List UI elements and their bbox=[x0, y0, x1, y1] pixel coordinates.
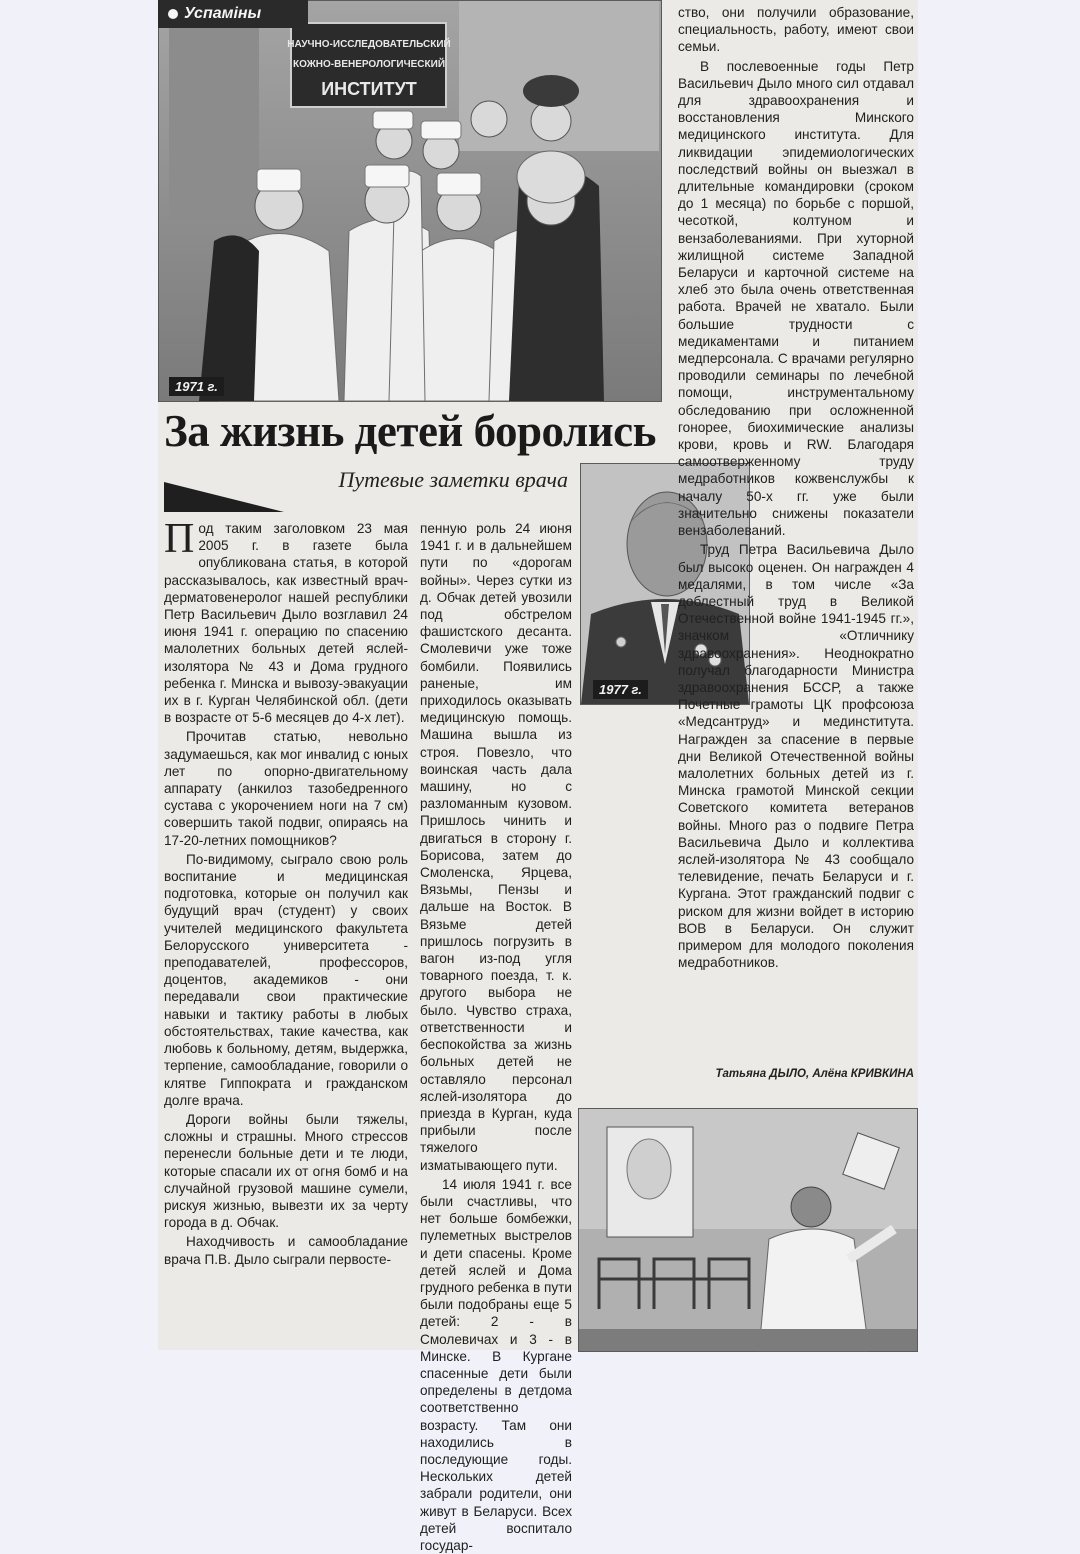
subheadline: Путевые заметки врача bbox=[338, 467, 568, 492]
photo-1971-illustration bbox=[159, 1, 661, 401]
col3-paragraph-1: ство, они получили образование, специальность, работу, имеют свои семьи. bbox=[678, 5, 914, 55]
col1-paragraph-3: По-видимому, сыграло свою роль воспитание и медицинская подготовка, которые он получил как будущий врач (студент) у своих учителей медицинского факультета Белорусского университета - преподавателей, профессоров, доцентов, академиков - они передавали свои практические навыки и тактику работы в любых обстоятельствах, такие качества, как любовь к больному, детям, выдержка, терпение, самообладание, говорили о клятве Гиппократа и гражданском долге врача. bbox=[164, 851, 408, 1108]
col2-paragraph-1: пенную роль 24 июня 1941 г. и в дальнейшем пути по «дорогам войны». Через сутки из д. Обчак детей увозили под обстрелом фашистского десанта. Смолевичи уже тоже бомбили. Появились раненые, им приходилось оказывать медицинскую помощь. Машина вышла из строя. Повезло, что воинская часть дала машину, но с разломанным кузовом. Пришлось чинить и двигаться в сторону г. Борисова, затем до Смоленска, Ярцева, Вязьмы, Пензы и дальше на Восток. В Вязьме детей пришлось погрузить в вагон из-под угля товарного поезда, т. к. другого выбора не было. Чувство страха, ответственности и беспокойства за жизнь больных детей не оставляло персонал яслей-изолятора до приезда в Курган, куда прибыли после тяжелого изматывающего пути. bbox=[420, 521, 572, 1173]
photo-1971 bbox=[158, 0, 662, 402]
col1-paragraph-1-text: од таким заголовком 23 мая 2005 г. в газете была опубликована статья, в которой рассказывалось, как известный врач-дерматовенеролог нашей республики Петр Васильевич Дыло возглавил 24 июня 1941 г. операцию по спасению малолетних больных детей яслей-изолятора № 43 и Дома грудного ребенка г. Минска и вывозу-эвакуации их в г. Курган Челябинской обл. (дети в возрасте от 5-6 месяцев до 4-х лет). bbox=[164, 521, 408, 726]
photo-lecture-illustration bbox=[579, 1109, 917, 1351]
sign-line-2: КОЖНО-ВЕНЕРОЛОГИЧЕСКИЙ bbox=[292, 59, 446, 70]
photo-1971-caption: 1971 г. bbox=[169, 377, 224, 396]
photo-1977-caption: 1977 г. bbox=[593, 680, 648, 699]
col1-paragraph-4: Дороги войны были тяжелы, сложны и страшны. Много стрессов перенесли больные дети и те люди, которые спасали их от огня бомб и на случайной грузовой машине сумели, рискуя жизнью, вывезти их за черту города в д. Обчак. bbox=[164, 1111, 408, 1231]
col3-paragraph-2: В послевоенные годы Петр Васильевич Дыло много сил отдавал для здравоохранения и восстановления Минского медицинского института. Для ликвидации эпидемиологических последствий войны он выезжал в длительные командировки (сроком до 1 месяца) по борьбе с поршой, чесоткой, колтуном и вензаболеваниями. При хуторной жилищной системе Западной Беларуси и карточной системе на хлеб это была очень ответственная работа. Врачей не хватало. Были большие трудности с медикаментами и питанием медперсонала. С врачами регулярно проводили семинары по лечебной помощи, инструментальному обследованию при осложненной гонорее, биохимические анализы крови, кровь и RW. Благодаря самоотверженному труду медработников кожвенслужбы к началу 50-х гг. уже были значительно снижены показатели вензаболеваний. bbox=[678, 58, 914, 539]
bullet-icon bbox=[168, 9, 178, 19]
byline: Татьяна ДЫЛО, Алёна КРИВКИНА bbox=[715, 1068, 914, 1080]
photo-lecture bbox=[578, 1108, 918, 1352]
drop-cap: П bbox=[164, 516, 195, 562]
sign-line-1: НАУЧНО-ИССЛЕДОВАТЕЛЬСКИЙ bbox=[287, 39, 451, 50]
col2-paragraph-2: 14 июля 1941 г. все были счастливы, что нет больше бомбежки, пулеметных выстрелов и дети спасены. Кроме детей яслей и Дома грудного ребенка в пути были подобраны еще 5 детей: 2 - в Смолевичах и 3 - в Минске. В Кургане спасенные дети были определены в детдома соответственно возрасту. Там они находились в последующие годы. Нескольких детей забрали родители, они живут в Беларуси. Всех детей воспитало государ- bbox=[420, 1176, 572, 1553]
headline: За жизнь детей боролись bbox=[164, 406, 656, 456]
article-column-3 bbox=[678, 4, 914, 971]
article-column-1 bbox=[164, 516, 408, 1268]
col1-paragraph-5: Находчивость и самообладание врача П.В. Дыло сыграли первосте- bbox=[164, 1234, 408, 1267]
sign-line-3: ИНСТИТУТ bbox=[321, 79, 417, 99]
newspaper-clipping bbox=[158, 0, 918, 1553]
col3-paragraph-3: Труд Петра Васильевича Дыло был высоко оценен. Он награжден 4 медалями, в том числе «За доблестный труд в Великой Отечественной войне 1941-1945 гг.», значком «Отличнику здравоохранения». Неоднократно получал благодарности Министра здравоохранения БССР, а также Почетные грамоты ЦК профсоюза «Медсантруд» и мединститута. Награжден за спасение в первые дни Великой Отечественной войны малолетних больных детей из г. Минска грамотой Минской секции Советского комитета ветеранов войны. Много раз о подвиге Петра Васильевича Дыло и коллектива яслей-изолятора № 43 сообщало телевидение, печать Беларуси и г. Кургана. Этот гражданский подвиг с риском для жизни войдет в историю ВОВ в Беларуси. Он служит примером для молодого поколения медработников. bbox=[678, 542, 914, 971]
rubric-label bbox=[158, 0, 308, 28]
col1-paragraph-1 bbox=[164, 516, 408, 726]
article-column-2 bbox=[420, 520, 572, 1554]
col1-paragraph-2: Прочитав статью, невольно задумаешься, как мог инвалид с юных лет по опорно-двигательному аппарату (анкилоз тазобедренного сустава с укорочением ноги на 7 см) совершить такой подвиг, опираясь на 17-20-летних помощников? bbox=[164, 729, 408, 848]
rubric-text: Успаміны bbox=[184, 5, 262, 22]
